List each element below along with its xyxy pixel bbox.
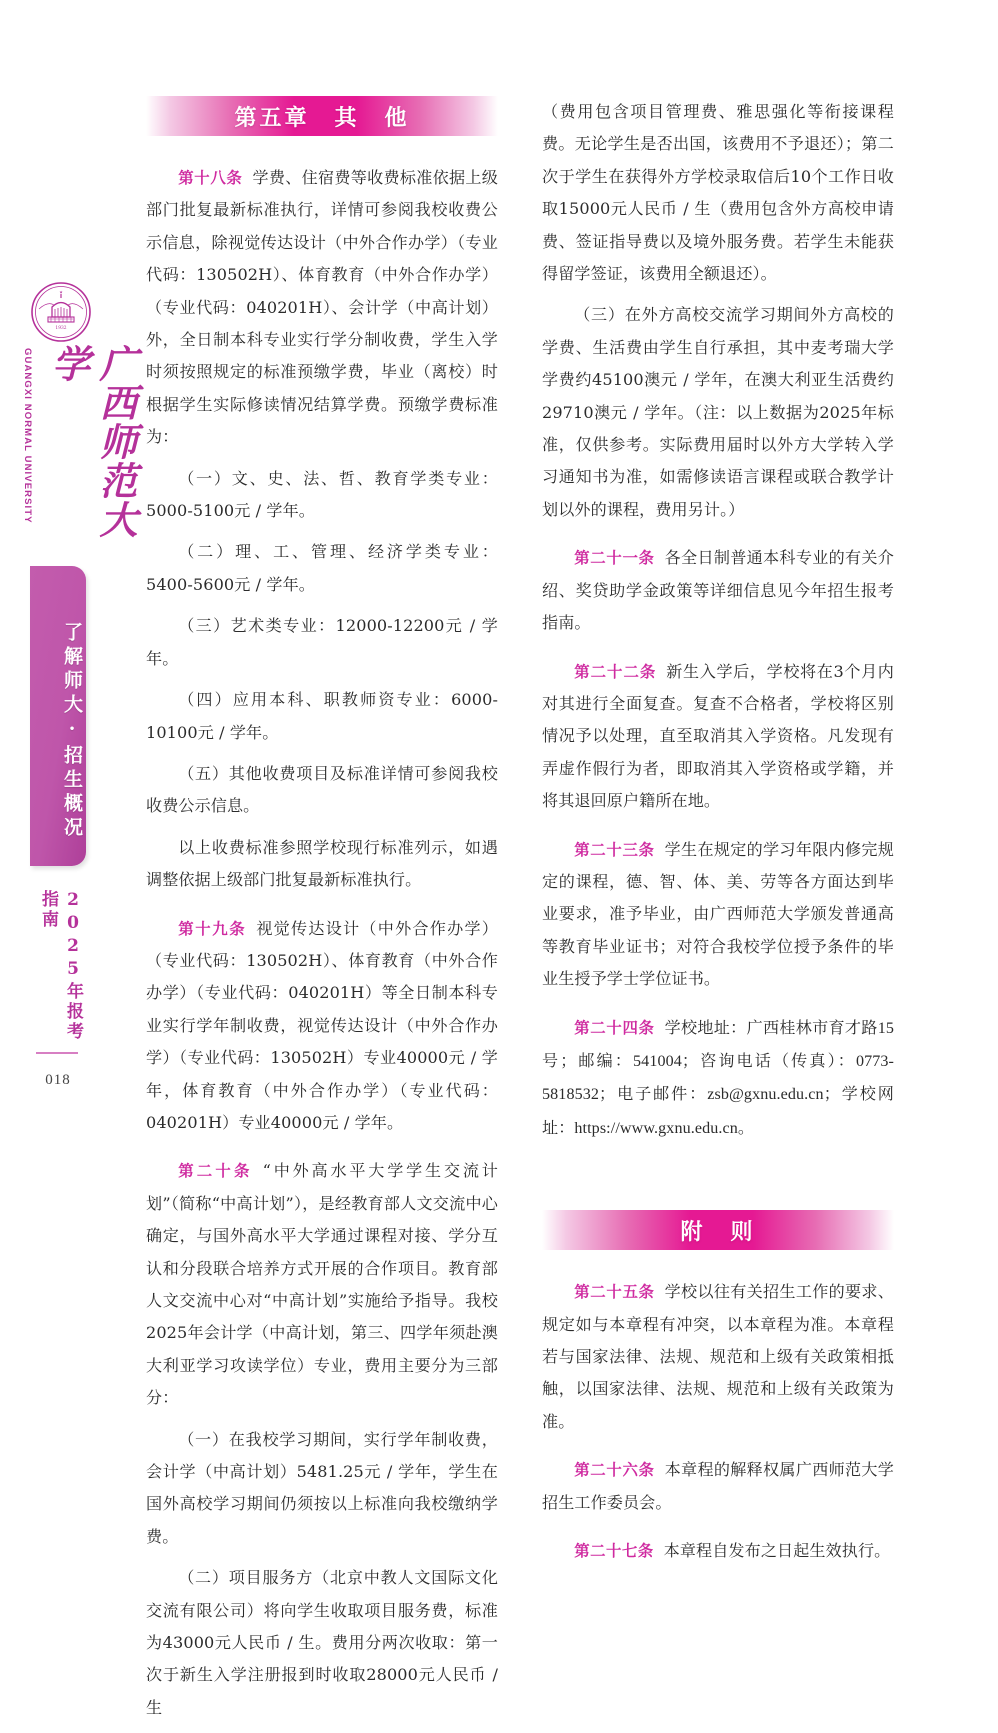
university-name-english: GUANGXI NORMAL UNIVERSITY — [22, 348, 33, 524]
section-tab-label: 了解师大·招生概况 — [61, 621, 83, 841]
paragraph-text: 学校地址：广西桂林市育才路15号；邮编：541004；咨询电话（传真）：0773-5818532；电子邮件：zsb@gxnu.edu.cn；学校网址：https://www.gxnu.edu.cn。 — [542, 1019, 894, 1137]
article-label: 第十九条 — [178, 919, 247, 938]
paragraph — [146, 1424, 498, 1554]
paragraph-text: 学费、住宿费等收费标准依据上级部门批复最新标准执行，详情可参阅我校收费公示信息，除视觉传达设计（中外合作办学）（专业代码：130502H）、体育教育（中外合作办学）（专业代码：040201H）、会计学（中高计划）外，全日制本科专业实行学分制收费，学生入学时须按照规定的标准预缴学费，毕业（离校）时根据学生实际修读情况结算学费。预缴学费标准为： — [146, 168, 498, 447]
paragraph-text: 新生入学后，学校将在3个月内对其进行全面复查。复查不合格者，学校将区别情况予以处理，直至取消其入学资格。凡发现有弄虚作假行为者，即取消其入学资格或学籍，并将其退回原户籍所在地。 — [542, 661, 894, 811]
paragraph-text: 本章程自发布之日起生效执行。 — [663, 1541, 891, 1561]
paragraph-text: 学校以往有关招生工作的要求、规定如与本章程有冲突，以本章程为准。本章程若与国家法律、法规、规范和上级有关政策相抵触，以国家法律、法规、规范和上级有关政策为准。 — [542, 1282, 894, 1431]
article-label: 第二十七条 — [574, 1542, 654, 1561]
paragraph-text: 学生在规定的学习年限内修完规定的课程，德、智、体、美、劳等各方面达到毕业要求，准予毕业，由广西师范大学颁发普通高等教育毕业证书；对符合我校学位授予条件的毕业生授予学士学位证书。 — [542, 839, 894, 989]
page-number: 018 — [45, 1072, 71, 1088]
article-label: 第二十四条 — [574, 1018, 655, 1037]
article-label: 第二十二条 — [574, 662, 657, 681]
paragraph-text: （三）艺术类专业：12000-12200元 / 学年。 — [146, 616, 498, 668]
paragraph — [542, 656, 894, 818]
paragraph-text: 本章程的解释权属广西师范大学招生工作委员会。 — [542, 1460, 894, 1512]
paragraph-text: （四）应用本科、职教师资专业：6000-10100元 / 学年。 — [146, 690, 498, 742]
paragraph-text: 各全日制普通本科专业的有关介绍、奖贷助学金政策等详细信息见今年招生报考指南。 — [542, 548, 894, 633]
appendix-banner-title: 附 则 — [680, 1218, 756, 1245]
left-text-column — [146, 96, 498, 1733]
paragraph — [146, 913, 498, 1140]
page-number-rule — [36, 1052, 78, 1054]
svg-text:★: ★ — [59, 289, 63, 295]
section-tab — [30, 566, 86, 866]
paragraph — [542, 1535, 894, 1567]
right-text-column — [542, 96, 894, 1576]
paragraph — [146, 1155, 498, 1414]
paragraph — [542, 299, 894, 526]
paragraph — [542, 1012, 894, 1146]
university-name-chinese: 广西师范大学 — [45, 344, 138, 539]
paragraph-text: （五）其他收费项目及标准详情可参阅我校收费公示信息。 — [146, 763, 498, 816]
paragraph-text: 以上收费标准参照学校现行标准列示，如遇调整依据上级部门批复最新标准执行。 — [146, 837, 498, 890]
paragraph-continuation — [542, 96, 894, 290]
paragraph — [146, 536, 498, 601]
paragraph — [146, 758, 498, 823]
paragraph — [542, 1454, 894, 1519]
paragraph — [542, 542, 894, 639]
paragraph — [542, 834, 894, 996]
article-label: 第二十六条 — [574, 1461, 655, 1480]
paragraph-text: （二）项目服务方（北京中教人文国际文化交流有限公司）将向学生收取项目服务费，标准为43000元人民币 / 生。费用分两次收取：第一次于新生入学注册报到时收取28000元人民币 / 生 — [146, 1568, 498, 1717]
article-label: 第二十三条 — [574, 840, 655, 859]
paragraph-text: “中外高水平大学学生交流计划”（简称“中高计划”），是经教育部人文交流中心确定，与国外高水平大学通过课程对接、学分互认和分段联合培养方式开展的合作项目。教育部人文交流中心对“中高计划”实施给予指导。我校2025年会计学（中高计划，第三、四学年须赴澳大利亚学习攻读学位）专业，费用主要分为三部分： — [146, 1161, 498, 1408]
svg-text:1932: 1932 — [55, 326, 67, 331]
article-label: 第十八条 — [178, 169, 243, 187]
university-logo — [22, 344, 138, 546]
paragraph-text: （一）在我校学习期间，实行学年制收费，会计学（中高计划）5481.25元 / 学年，学生在国外高校学习期间仍须按以上标准向我校缴纳学费。 — [146, 1429, 498, 1546]
guide-year-label: 2025年报考指南 — [38, 890, 83, 1042]
university-emblem-icon — [30, 281, 92, 343]
paragraph-text: （二）理、工、管理、经济学类专业：5400-5600元 / 学年。 — [146, 542, 498, 594]
chapter-banner — [146, 96, 498, 136]
paragraph — [542, 1276, 894, 1438]
paragraph-text: 视觉传达设计（中外合作办学）（专业代码：130502H）、体育教育（中外合作办学）（专业代码：040201H）等全日制本科专业实行学年制收费，视觉传达设计（中外合作办学）（专业代码：130502H）专业40000元 / 学年，体育教育（中外合作办学）（专业代码：040201H）专业40000元 / 学年。 — [146, 918, 498, 1132]
article-label: 第二十五条 — [574, 1283, 655, 1302]
article-label: 第二十一条 — [574, 549, 655, 568]
paragraph — [146, 684, 498, 749]
paragraph-text: （费用包含项目管理费、雅思强化等衔接课程费。无论学生是否出国，该费用不予退还）；第二次于学生在获得外方学校录取信后10个工作日收取15000元人民币 / 生（费用包含外方高校申请费、签证指导费以及境外服务费。若学生未能获得留学签证，该费用全额退还）。 — [542, 102, 894, 284]
paragraph-text: （一）文、史、法、哲、教育学类专业：5000-5100元 / 学年。 — [146, 468, 498, 521]
article-label: 第二十条 — [178, 1162, 253, 1181]
paragraph — [146, 610, 498, 675]
left-sidebar — [0, 0, 138, 1470]
paragraph — [146, 1562, 498, 1724]
paragraph — [146, 463, 498, 528]
appendix-banner — [542, 1210, 894, 1250]
paragraph — [146, 832, 498, 897]
chapter-banner-title: 第五章 其 他 — [234, 104, 410, 131]
paragraph — [146, 162, 498, 454]
paragraph-text: （三）在外方高校交流学习期间外方高校的学费、生活费由学生自行承担，其中麦考瑞大学学费约45100澳元 / 学年，在澳大利亚生活费约29710澳元 / 学年。（注：以上数据为2025年标准，仅供参考。实际费用届时以外方大学转入学习通知书为准，如需修读语言课程或联合教学计划以外的课程，费用另计。） — [542, 305, 894, 519]
banner-spacer — [542, 1154, 894, 1210]
